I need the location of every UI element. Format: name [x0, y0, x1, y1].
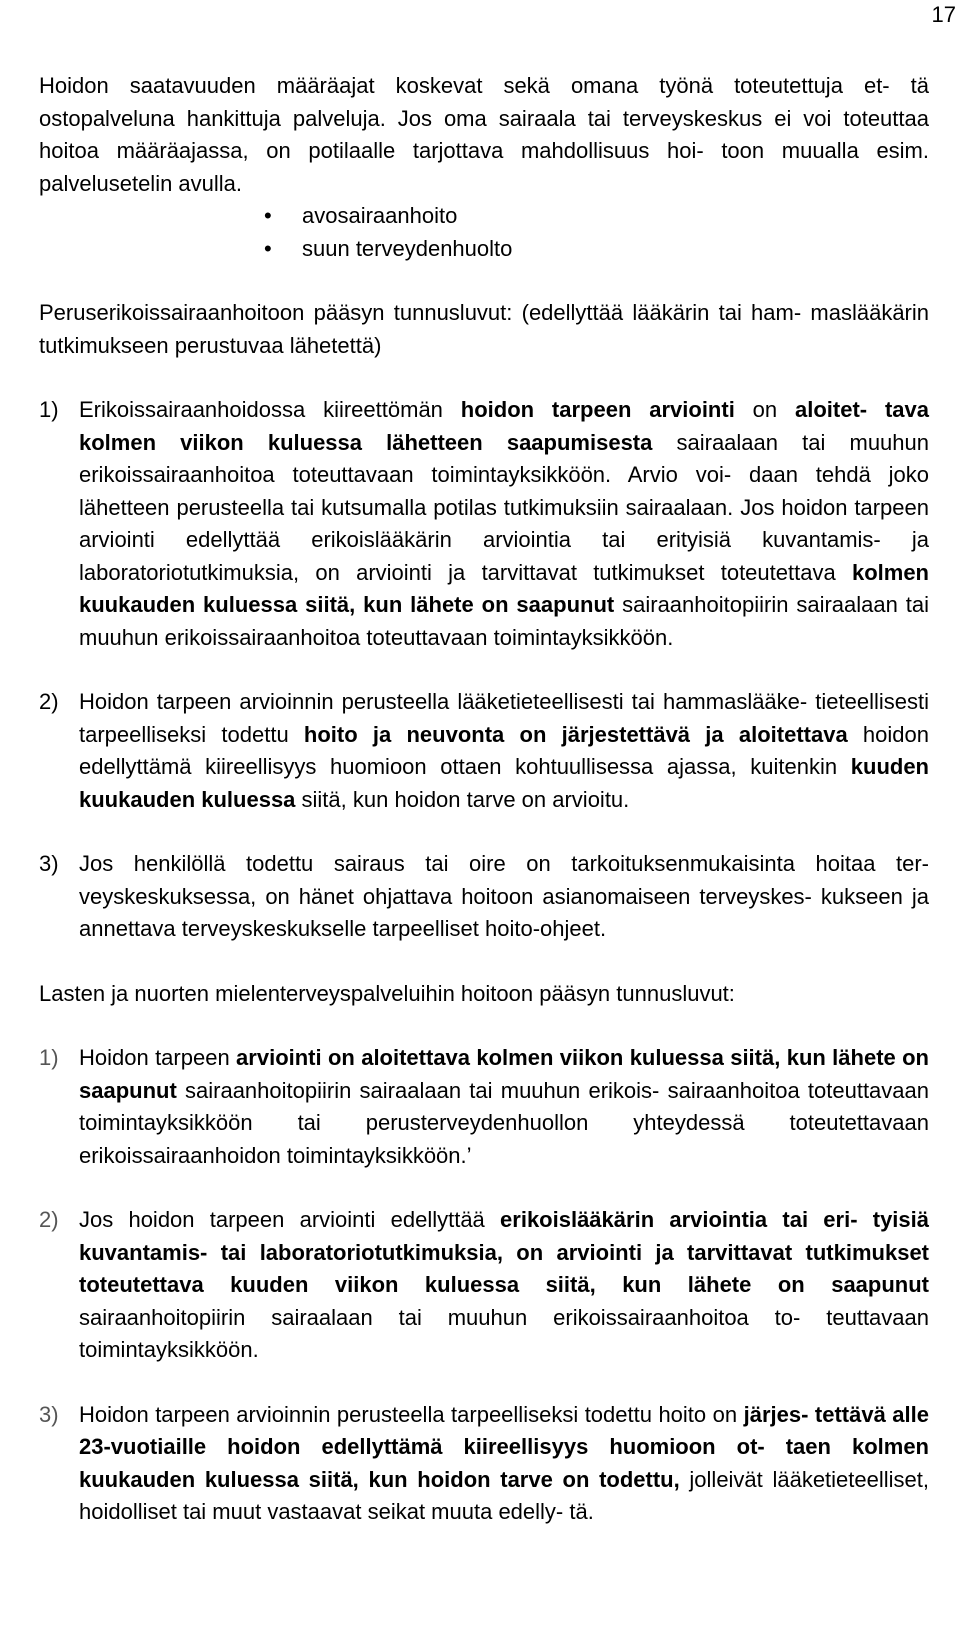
item-text	[79, 686, 929, 816]
item-number: 1)	[39, 1045, 59, 1070]
numbered-item	[39, 1399, 929, 1529]
bullet-item: • avosairaanhoito	[264, 200, 929, 233]
item-text	[79, 1399, 929, 1529]
text-run: hoidon edellyttämä kiireellisyys huomioon ottaen kohtuullisessa ajassa, kuitenkin	[79, 721, 929, 779]
bold-text: hoidon tarpeen arviointi	[460, 397, 735, 422]
bold-text: kolmen kuukauden kuluessa siitä, kun lähete on saapunut	[79, 559, 929, 617]
item-text	[79, 848, 929, 946]
numbered-item	[39, 1042, 929, 1172]
item-text	[79, 394, 929, 654]
numbered-item	[39, 686, 929, 816]
numbered-item	[39, 1204, 929, 1367]
document-body	[39, 70, 929, 1529]
item-number: 2)	[39, 689, 59, 714]
text-run: Erikoissairaanhoidossa kiireettömän	[79, 397, 461, 422]
text-run: jolleivät lääketieteelliset, hoidolliset tai muut vastaavat seikat muuta edelly- tä.	[79, 1466, 929, 1524]
item-number: 3)	[39, 1401, 59, 1427]
item-number: 2)	[39, 1207, 59, 1232]
bold-text: aloitet- tava kolmen viikon kuluessa lähetteen saapumisesta	[79, 397, 929, 455]
text-run: on	[734, 397, 795, 422]
page-number: 17	[931, 2, 956, 27]
text-run: sairaanhoitopiirin sairaalaan tai muuhun erikoissairaanhoitoa to- teuttavaan toimintayksikköön.	[79, 1304, 929, 1362]
specialist-list	[39, 394, 929, 946]
specialist-heading: Peruserikoissairaanhoitoon pääsyn tunnusluvut: (edellyttää lääkärin tai ham- maslääkärin tutkimukseen perustuvaa lähetettä)	[39, 300, 929, 358]
text-run: sairaalaan tai muuhun erikoissairaanhoitoa toteuttavaan toimintayksikköön. Arvio voi- daan tehdä joko lähetteen perusteella tai kutsumalla potilas tutkimuksiin sairaalaan. Jos hoidon tarpeen arviointi edellyttää erikoislääkärin arviointia tai erityisiä kuvantamis- ja laboratoriotutkimuksia, on arviointi ja tarvittavat tutkimukset toteutettava	[79, 429, 929, 585]
bold-text: arviointi on aloitettava kolmen viikon kuluessa siitä, kun lähete on saapunut	[79, 1045, 929, 1103]
numbered-item	[39, 394, 929, 654]
youth-list	[39, 1042, 929, 1529]
item-text	[79, 1042, 929, 1172]
text-run: Jos hoidon tarpeen arviointi edellyttää	[79, 1207, 501, 1232]
bold-text: järjes- tettävä alle 23-vuotiaille hoidon edellyttämä kiireellisyys huomioon ot- taen kolmen kuukauden kuluessa siitä, kun hoidon tarve on todettu,	[79, 1401, 929, 1492]
text-run: Hoidon tarpeen arvioinnin perusteella tarpeelliseksi todettu hoito on	[79, 1401, 744, 1427]
intro-paragraph: Hoidon saatavuuden määräajat koskevat sekä omana työnä toteutettuja et- tä ostopalveluna hankittuja palveluja. Jos oma sairaala tai terveyskeskus ei voi toteuttaa hoitoa määräajassa, on potilaalle tarjottava mahdollisuus hoi- toon muualla esim. palvelusetelin avulla.	[39, 73, 929, 196]
text-run: sairaanhoitopiirin sairaalaan tai muuhun erikoissairaanhoitoa toteuttavaan toimintayksikköön.	[79, 592, 929, 650]
youth-heading: Lasten ja nuorten mielenterveyspalveluihin hoitoon pääsyn tunnusluvut:	[39, 980, 735, 1006]
item-number: 1)	[39, 397, 59, 422]
text-run: Hoidon tarpeen	[79, 1045, 237, 1070]
item-text	[79, 1204, 929, 1367]
numbered-item	[39, 848, 929, 946]
bold-text: hoito ja neuvonta on järjestettävä ja aloitettava	[303, 721, 848, 747]
bold-text: kuuden kuukauden kuluessa	[79, 754, 929, 812]
bold-text: erikoislääkärin arviointia tai eri- tyisiä kuvantamis- tai laboratoriotutkimuksia, on arviointi ja tarvittavat tutkimukset toteutettava kuuden viikon kuluessa siitä, kun lähete on saapunut	[79, 1207, 929, 1297]
text-run: Hoidon tarpeen arvioinnin perusteella lääketieteellisesti tai hammaslääke- tieteellisesti tarpeelliseksi todettu	[79, 689, 929, 747]
item-number: 3)	[39, 851, 59, 876]
bullet-item: • suun terveydenhuolto	[264, 233, 929, 266]
bullet-list	[39, 200, 929, 265]
text-run: siitä, kun hoidon tarve on arvioitu.	[295, 786, 630, 812]
text-run: Jos henkilöllä todettu sairaus tai oire on tarkoituksenmukaisinta hoitaa ter- veyskeskuksessa, on hänet ohjattava hoitoon asianomaiseen terveyskes- kukseen ja annettava terveyskeskukselle tarpeelliset hoito-ohjeet.	[79, 851, 929, 941]
text-run: sairaanhoitopiirin sairaalaan tai muuhun erikois- sairaanhoitoa toteuttavaan toimintayksikköön tai perusterveydenhuollon yhteydessä toteutettavaan erikoissairaanhoidon toimintayksikköön.’	[79, 1077, 929, 1168]
